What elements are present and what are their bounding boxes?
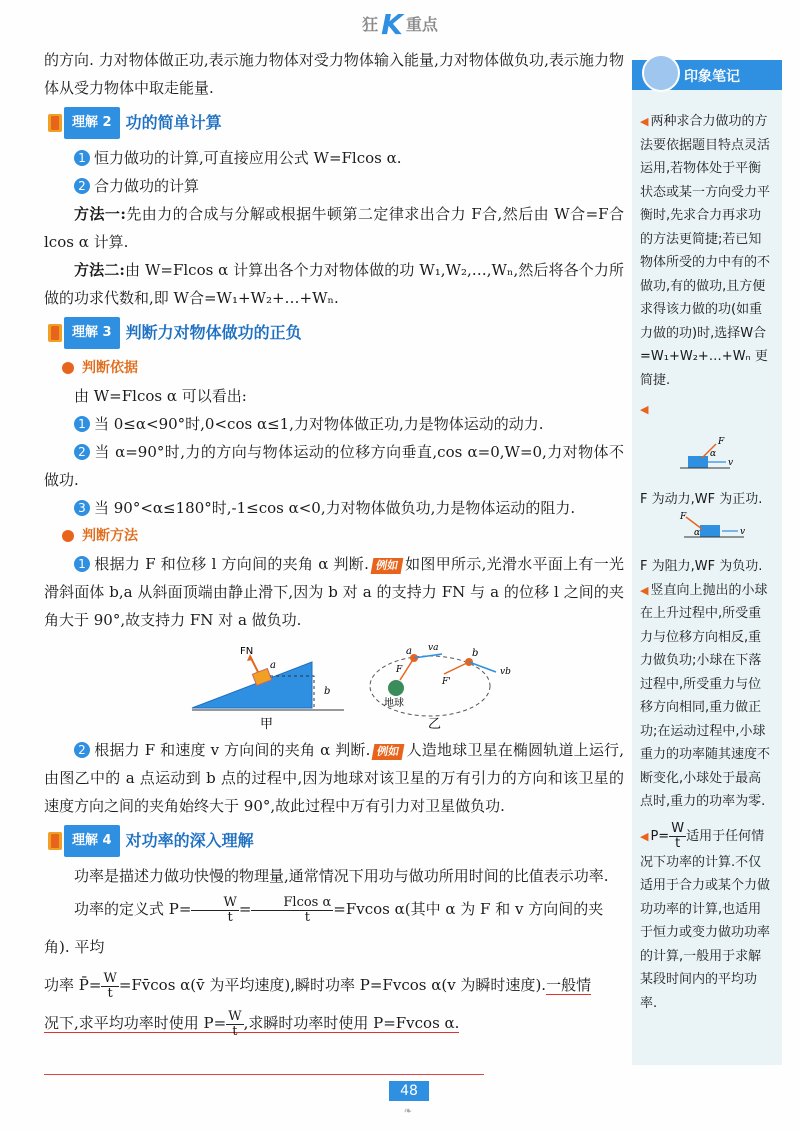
side-note-2-text: 竖直向上抛出的小球在上升过程中,所受重力与位移方向相反,重力做负功;小球在下落过程中,所受重力与位移方向相同,重力做正功;在运动过程中,小球重力的功率随其速度不断变化,小球处于最高点时,重力的功率为零.: [640, 582, 771, 809]
side-block-2: [700, 525, 720, 537]
fraction-W-over-t: [191, 896, 238, 925]
frac-num: W: [671, 820, 685, 836]
side-figure-negative-work: [640, 511, 774, 555]
basis-intro: 由 W=Flcos α 可以看出:: [74, 387, 247, 405]
sec2-item-2: [44, 172, 624, 200]
power-usage: [44, 1004, 624, 1042]
frac-den: t: [232, 1023, 238, 1039]
side-F-label-1: F: [718, 436, 725, 447]
method-label: 判断方法: [82, 528, 138, 544]
book-icon: [48, 324, 62, 342]
method-item-2: [44, 736, 624, 820]
book-icon: [48, 114, 62, 132]
fraction-Flcos-over-t: [251, 896, 333, 925]
flower-icon: [62, 362, 74, 374]
number-badge: 3: [74, 500, 90, 516]
side-F-label-2: F: [680, 512, 687, 522]
method-item-2-pre: 根据力 F 和速度 v 方向间的夹角 α 判断.: [94, 741, 371, 759]
frac-num: W: [191, 896, 238, 911]
force-F2-label: F': [442, 677, 451, 687]
power-definition: [44, 890, 624, 966]
orbit-b-label: b: [472, 648, 479, 659]
triangle-marker-icon: ◀: [640, 583, 649, 597]
side-notes-body: [632, 90, 782, 1015]
va-label: va: [428, 643, 439, 653]
header-k-logo: K: [381, 8, 403, 41]
side-v-label-2: v: [740, 527, 746, 537]
basis-item-3-text: 当 90°<α≤180°时,-1≤cos α<0,力对物体做负功,力是物体运动的阻力.: [94, 499, 576, 517]
fraction-W-over-t: [226, 1010, 243, 1039]
power-avg-a: 功率 P̄=: [44, 976, 102, 994]
side-alpha-label-2: α: [694, 528, 701, 538]
triangle-marker-icon: ◀: [640, 829, 649, 843]
method-subheading: [62, 522, 624, 550]
example-tag: 例如: [372, 744, 405, 760]
example-tag: 例如: [370, 558, 403, 574]
number-badge: 2: [74, 742, 90, 758]
method-1-label: 方法一:: [74, 205, 126, 223]
power-average: [44, 966, 624, 1004]
side-note-2: [640, 579, 774, 814]
frac-den: t: [675, 835, 681, 851]
basis-item-1-text: 当 0≤α<90°时,0<cos α≤1,力对物体做正功,力是物体运动的动力.: [94, 415, 544, 433]
b-label: b: [324, 686, 331, 697]
underlined-text: 一般情: [546, 976, 592, 994]
power-def-b: =: [238, 900, 252, 918]
intro-paragraph: 的方向. 力对物体做正功,表示施力物体对受力物体输入能量,力对物体做负功,表示施力物体从受力物体中取走能量.: [44, 51, 624, 97]
side-note-1: [640, 110, 774, 392]
basis-item-3: [44, 494, 624, 522]
side-caption-1: F 为动力,WF 为正功.: [640, 491, 763, 507]
frac-num: W: [228, 1008, 242, 1024]
side-notes-title: 印象笔记: [684, 69, 740, 85]
power-use-a: 况下,求平均功率时使用 P=: [44, 1014, 227, 1032]
sec2-method-2: [44, 256, 624, 312]
figure-jia-caption: 甲: [260, 717, 274, 732]
power-use-b: ,求瞬时功率时使用 P=Fvcos α.: [243, 1014, 460, 1032]
page-ornament-icon: ❧: [403, 1106, 413, 1117]
sec2-item-1: [44, 144, 624, 172]
earth-label: 地球: [384, 698, 404, 709]
figure-yi: [370, 643, 511, 732]
force-b-arrow: [444, 662, 469, 674]
velocity-b-arrow: [469, 662, 496, 672]
figure-yi-caption: 乙: [428, 717, 442, 732]
method-2-label: 方法二:: [74, 261, 125, 279]
section-2-tag: 理解 2: [64, 107, 120, 139]
header-left: 狂: [362, 15, 379, 34]
power-avg-b: =Fv̄cos α(v̄ 为平均速度),瞬时功率 P=Fvcos α(v 为瞬时速度).: [118, 976, 547, 994]
basis-item-1: [44, 410, 624, 438]
earth-circle: [388, 680, 404, 696]
basis-item-2: [44, 438, 624, 494]
side-figure-svg-2: [640, 511, 774, 555]
number-badge: 2: [74, 444, 90, 460]
triangle-marker-icon: ◀: [640, 115, 649, 128]
orbit-a-label: a: [406, 646, 412, 657]
a-label: a: [270, 660, 276, 671]
mascot-icon: [642, 54, 680, 92]
side-alpha-label-1: α: [710, 448, 717, 459]
section-2-heading: [48, 110, 624, 136]
frac-den: t: [107, 985, 113, 1001]
section-3-heading: [48, 320, 624, 346]
frac-num: W: [103, 970, 117, 986]
running-header: [0, 8, 800, 41]
sec2-item-1-text: 恒力做功的计算,可直接应用公式 W=Flcos α.: [94, 149, 402, 167]
frac-num: Flcos α: [251, 896, 333, 911]
side-notes-header: [632, 60, 782, 90]
method-item-1-post: 如图甲所示,光滑水平面上有一光滑斜面体 b,a 从斜面顶端由静止滑下,因为 b 对 a 的支持力 FN 与 a 的位移 l 之间的夹角大于 90°,故支持力 FN 对 a 做负功.: [44, 555, 624, 629]
power-def-c: =Fvcos α(其中 α 为 F 和 v 方向间的夹角). 平均: [44, 900, 604, 956]
method-item-1-pre: 根据力 F 和位移 l 方向间的夹角 α 判断.: [94, 555, 369, 573]
side-note-3-text: 适用于任何情况下功率的计算.不仅适用于合力或某个力做功功率的计算,也适用于恒力或变力做功功率的计算,一般用于求解某段时间内的平均功率.: [640, 828, 771, 1011]
footer-rule: [44, 1074, 484, 1075]
side-v-label-1: v: [728, 457, 734, 468]
basis-subheading: [62, 354, 624, 382]
number-badge: 1: [74, 150, 90, 166]
side-marker-2: [640, 398, 774, 422]
side-figure-positive-work: [640, 422, 774, 488]
frac-den: t: [227, 909, 233, 925]
book-icon: [48, 832, 62, 850]
power-usage-underlined: [44, 1008, 460, 1039]
main-column: [44, 46, 624, 1042]
triangle-marker-icon: ◀: [640, 403, 649, 416]
force-F-label: F: [396, 665, 403, 675]
method-item-1: [44, 550, 624, 634]
figure-jia: [192, 646, 344, 732]
section-3-title: 判断力对物体做功的正负: [125, 323, 302, 342]
side-note-3-a: P=: [650, 828, 670, 844]
basis-label: 判断依据: [82, 360, 138, 376]
number-badge: 2: [74, 178, 90, 194]
page-number: 48: [389, 1081, 429, 1101]
side-note-1-text: 两种求合力做功的方法要依据题目特点灵活运用,若物体处于平衡状态或某一方向受力平衡时,先求合力再求功的方法更简捷;若已知物体所受的力中有的不做功,有的做功,且方便求得该力做的功(如重力做的功)时,选择W合=W₁+W₂+…+Wₙ 更简捷.: [640, 114, 771, 388]
section-2-title: 功的简单计算: [125, 113, 222, 132]
fn-label: FN: [240, 646, 254, 657]
section-3-tag: 理解 3: [64, 317, 120, 349]
figure-svg: [44, 638, 624, 732]
sec2-item-2-text: 合力做功的计算: [94, 177, 200, 195]
section-4-heading: [48, 828, 624, 854]
incline-wedge: [192, 662, 312, 708]
basis-item-2-text: 当 α=90°时,力的方向与物体运动的位移方向垂直,cos α=0,W=0,力对物体不做功.: [44, 443, 624, 489]
number-badge: 1: [74, 556, 90, 572]
method-item-2-post: 人造地球卫星在椭圆轨道上运行,由图乙中的 a 点运动到 b 点的过程中,因为地球对该卫星的万有引力的方向和该卫星的速度方向之间的夹角始终大于 90°,故此过程中万有引力对卫星做负功.: [44, 741, 624, 815]
method-1-text: 先由力的合成与分解或根据牛顿第二定律求出合力 F合,然后由 W合=F合lcos α 计算.: [44, 205, 625, 251]
sec2-method-1: [44, 200, 624, 256]
side-notes: [632, 60, 782, 1065]
side-figure-svg-1: [640, 422, 774, 488]
side-note-3: [640, 822, 774, 1016]
frac-den: t: [304, 909, 310, 925]
figure-row: [44, 638, 624, 732]
header-right: 重点: [405, 15, 438, 34]
method-2-text: 由 W=Flcos α 计算出各个力对物体做的功 W₁,W₂,…,Wₙ,然后将各个力所做的功求代数和,即 W合=W₁+W₂+…+Wₙ.: [44, 261, 624, 307]
fraction-W-over-t: [669, 822, 686, 851]
number-badge: 1: [74, 416, 90, 432]
section-4-title: 对功率的深入理解: [125, 831, 254, 850]
side-caption-2: F 为阻力,WF 为负功.: [640, 559, 763, 574]
power-def-a: 功率的定义式 P=: [74, 900, 192, 918]
power-paragraph-1: 功率是描述力做功快慢的物理量,通常情况下用功与做功所用时间的比值表示功率.: [74, 867, 609, 885]
side-block-1: [688, 456, 708, 468]
section-4-tag: 理解 4: [64, 825, 120, 857]
fraction-W-over-t: [101, 972, 118, 1001]
vb-label: vb: [500, 667, 511, 677]
flower-icon: [62, 530, 74, 542]
